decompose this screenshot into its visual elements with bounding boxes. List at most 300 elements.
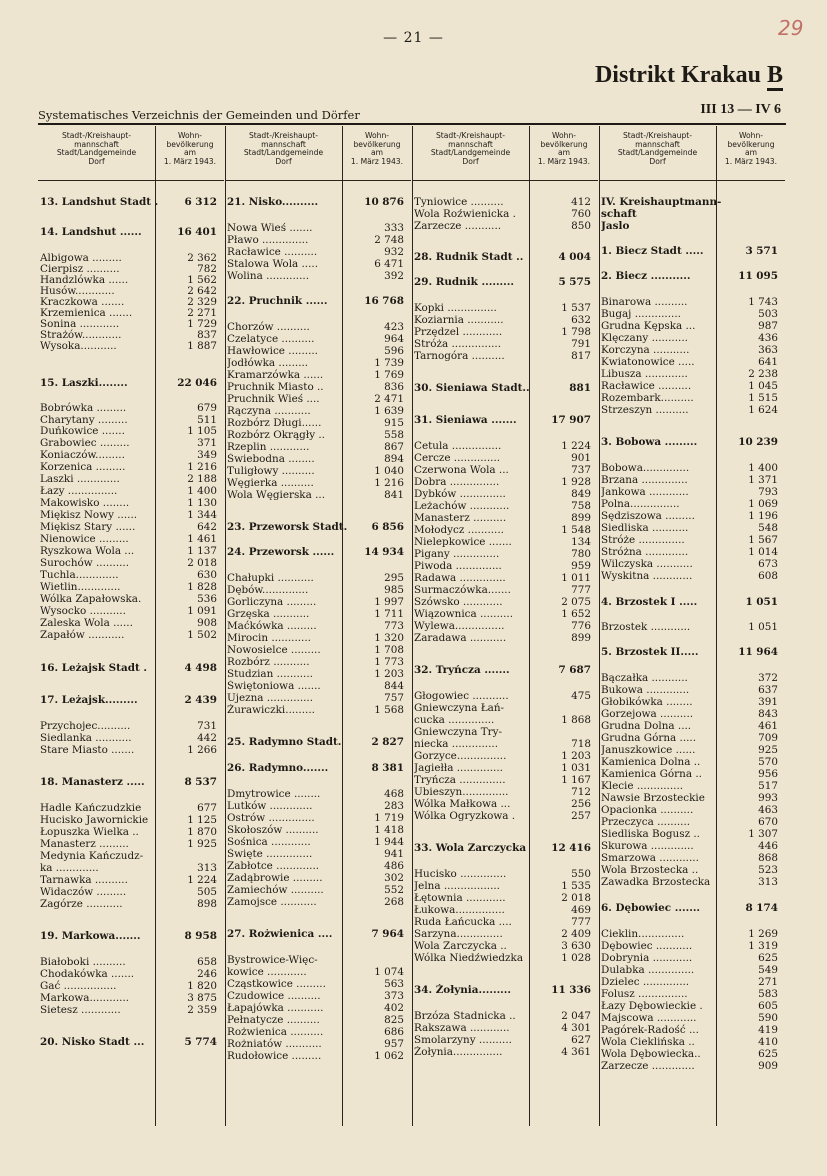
municipality-name: Dobrynia ............ <box>601 952 693 964</box>
district-heading-row <box>225 196 412 209</box>
municipality-name: 27. Rożwienica .... <box>227 928 333 940</box>
population-value: 2 075 <box>561 596 591 608</box>
population-value: 517 <box>758 780 778 792</box>
municipality-row <box>412 810 599 823</box>
population-value: 712 <box>571 786 591 798</box>
municipality-name: Tuchla............. <box>40 569 119 581</box>
handwritten-page-number: 29 <box>778 16 804 40</box>
municipality-name: Łapajówka ........... <box>227 1002 324 1014</box>
municipality-name: Brzostek ............ <box>601 621 691 633</box>
population-value: 898 <box>197 898 217 910</box>
municipality-name: Siedliska ........... <box>601 522 689 534</box>
municipality-name: Wola Zarczycka .. <box>414 940 507 952</box>
municipality-name: Sędziszowa ......... <box>601 510 695 522</box>
municipality-name: Zarzecze ........... <box>414 220 502 232</box>
municipality-name: Rakszawa ............ <box>414 1022 510 1034</box>
municipality-row <box>38 629 225 642</box>
municipality-name: Bukowa ............. <box>601 684 690 696</box>
municipality-name: Dębowiec ........... <box>601 940 693 952</box>
population-value: 4 498 <box>184 662 217 674</box>
municipality-name: Cierpisz .......... <box>40 263 120 275</box>
population-value: 1 371 <box>748 474 778 486</box>
municipality-name: 1. Biecz Stadt ..... <box>601 245 704 257</box>
population-value: 1 400 <box>748 462 778 474</box>
population-value: 642 <box>197 521 217 533</box>
population-value: 257 <box>571 810 591 822</box>
municipality-name: 13. Landshut Stadt . <box>40 196 159 208</box>
district-heading-row <box>599 902 786 915</box>
population-value: 1 040 <box>374 465 404 477</box>
population-value: 627 <box>571 1034 591 1046</box>
population-value: 2 359 <box>187 1004 217 1016</box>
population-value: 1 739 <box>374 357 404 369</box>
municipality-name: Skurowa ............. <box>601 840 694 852</box>
population-value: 1 130 <box>187 497 217 509</box>
population-value: 1 167 <box>561 774 591 786</box>
municipality-name: Hadle Kańczudzkie <box>40 802 142 814</box>
column-header-name: Stadt-/Kreishaupt- mannschaft Stadt/Landgemeinde Dorf <box>599 126 717 181</box>
municipality-name: Bobrówka ......... <box>40 402 127 414</box>
municipality-name: Skołoszów .......... <box>227 824 319 836</box>
population-value: 11 336 <box>551 984 591 996</box>
population-value: 10 876 <box>364 196 404 208</box>
municipality-name: Nienowice ......... <box>40 533 129 545</box>
population-value: 461 <box>758 720 778 732</box>
population-value: 2 827 <box>371 736 404 748</box>
population-value: 7 964 <box>371 928 404 940</box>
municipality-name: Brzana .............. <box>601 474 688 486</box>
population-value: 1 216 <box>187 461 217 473</box>
population-value: 2 047 <box>561 1010 591 1022</box>
population-value: 625 <box>758 1048 778 1060</box>
population-value: 817 <box>571 350 591 362</box>
population-value: 1 769 <box>374 369 404 381</box>
municipality-name: Miękisz Stary ...... <box>40 521 136 533</box>
population-value: 423 <box>384 321 404 333</box>
population-value: 268 <box>384 896 404 908</box>
district-heading-row <box>38 196 225 209</box>
population-value: 1 997 <box>374 596 404 608</box>
municipality-name: Głogowiec ........... <box>414 690 509 702</box>
document-subtitle: Systematisches Verzeichnis der Gemeinden und Dörfer <box>38 108 360 122</box>
municipality-name: Pruchnik Miasto .. <box>227 381 324 393</box>
municipality-name: Wylewa............... <box>414 620 505 632</box>
municipality-name: Hawłowice ......... <box>227 345 318 357</box>
municipality-name: Wyskitna ............ <box>601 570 693 582</box>
population-value: 402 <box>384 1002 404 1014</box>
municipality-name: Rączyna ........... <box>227 405 311 417</box>
municipality-name: Tryńcza .............. <box>414 774 506 786</box>
population-value: 271 <box>758 976 778 988</box>
municipality-name: Klecie .............. <box>601 780 684 792</box>
population-value: 392 <box>384 270 404 282</box>
municipality-row <box>225 270 412 283</box>
district-heading-row <box>38 776 225 789</box>
municipality-name: Laszki ............. <box>40 473 120 485</box>
municipality-name: Dybków .............. <box>414 488 506 500</box>
population-value: 2 748 <box>374 234 404 246</box>
population-value: 2 271 <box>187 307 217 319</box>
municipality-name: Klęczany ........... <box>601 332 688 344</box>
municipality-name: Koziarnia ........... <box>414 314 504 326</box>
population-value: 605 <box>758 1000 778 1012</box>
municipality-name: 29. Rudnik ......... <box>414 276 515 288</box>
municipality-row <box>599 404 786 417</box>
municipality-name: Polna............... <box>601 498 680 510</box>
population-value: 2 188 <box>187 473 217 485</box>
municipality-name: Czelatyce .......... <box>227 333 315 345</box>
gazetteer-table <box>38 126 786 1176</box>
column-header-name: Stadt-/Kreishaupt- mannschaft Stadt/Landgemeinde Dorf <box>38 126 156 181</box>
municipality-name: Korzenica ......... <box>40 461 126 473</box>
population-value: 1 045 <box>748 380 778 392</box>
municipality-name: kowice ............ <box>227 966 307 978</box>
municipality-name: Ujezna .............. <box>227 692 314 704</box>
municipality-name: Hucisko .............. <box>414 868 507 880</box>
municipality-name: Koniaczów......... <box>40 449 125 461</box>
municipality-name: IV. Kreishauptmann- <box>601 196 722 208</box>
population-value: 1 266 <box>187 744 217 756</box>
municipality-name: Kamienica Dolna .. <box>601 756 701 768</box>
population-value: 1 011 <box>561 572 591 584</box>
municipality-name: Gać ................ <box>40 980 117 992</box>
municipality-name: Dzielec .............. <box>601 976 690 988</box>
district-name: Distrikt Krakau <box>594 62 761 88</box>
population-value: 134 <box>571 536 591 548</box>
population-value: 558 <box>384 429 404 441</box>
population-value: 793 <box>758 486 778 498</box>
municipality-name: Jankowa ............ <box>601 486 689 498</box>
table-column-3 <box>412 126 600 1126</box>
table-column-1 <box>38 126 226 1126</box>
population-value: 1 216 <box>374 477 404 489</box>
population-value: 1 568 <box>374 704 404 716</box>
population-value: 791 <box>571 338 591 350</box>
population-value: 867 <box>384 441 404 453</box>
municipality-name: niecka .............. <box>414 738 499 750</box>
municipality-name: Grzęska ........... <box>227 608 310 620</box>
district-heading-row <box>412 984 599 997</box>
municipality-name: Gorzyce............... <box>414 750 507 762</box>
population-value: 881 <box>569 382 591 394</box>
municipality-row <box>412 350 599 363</box>
population-value: 868 <box>758 852 778 864</box>
municipality-name: Dulabka .............. <box>601 964 695 976</box>
municipality-name: Cieklin.............. <box>601 928 685 940</box>
municipality-name: Wola Dębowiecka.. <box>601 1048 701 1060</box>
municipality-name: Łazy Dębowieckie . <box>601 1000 703 1012</box>
municipality-name: 31. Sieniawa ....... <box>414 414 517 426</box>
population-value: 570 <box>758 756 778 768</box>
population-value: 1 711 <box>374 608 404 620</box>
municipality-name: Ostrów .............. <box>227 812 315 824</box>
population-value: 412 <box>571 196 591 208</box>
population-value: 993 <box>758 792 778 804</box>
district-heading-row <box>225 762 412 775</box>
municipality-name: Wietlin............. <box>40 581 121 593</box>
population-value: 1 743 <box>748 296 778 308</box>
municipality-name: Zapałów ........... <box>40 629 125 641</box>
population-value: 1 652 <box>561 608 591 620</box>
municipality-name: Nowosielce ......... <box>227 644 321 656</box>
municipality-name: Surmaczówka....... <box>414 584 511 596</box>
municipality-name: Brzóza Stadnicka .. <box>414 1010 516 1022</box>
population-value: 841 <box>384 489 404 501</box>
municipality-name: Rozbórz Długi...... <box>227 417 322 429</box>
municipality-row <box>599 1060 786 1073</box>
municipality-name: Stare Miasto ....... <box>40 744 135 756</box>
population-value: 4 361 <box>561 1046 591 1058</box>
municipality-name: Wysoka........... <box>40 340 117 352</box>
municipality-name: Wiązownica .......... <box>414 608 514 620</box>
population-value: 843 <box>758 708 778 720</box>
population-value: 333 <box>384 222 404 234</box>
municipality-name: Jaslo <box>601 220 630 232</box>
population-value: 8 381 <box>371 762 404 774</box>
municipality-name: 34. Żołynia......... <box>414 984 512 996</box>
population-value: 1 418 <box>374 824 404 836</box>
population-value: 1 925 <box>187 838 217 850</box>
top-rule <box>38 123 786 125</box>
population-value: 1 400 <box>187 485 217 497</box>
population-value: 2 439 <box>184 694 217 706</box>
municipality-name: 25. Radymno Stadt. <box>227 736 342 748</box>
population-value: 1 870 <box>187 826 217 838</box>
district-heading-row <box>412 414 599 427</box>
municipality-name: Tyniowice .......... <box>414 196 504 208</box>
population-value: 536 <box>197 593 217 605</box>
population-value: 1 928 <box>561 476 591 488</box>
municipality-name: Pigany .............. <box>414 548 500 560</box>
municipality-name: Wola Brzostecka .. <box>601 864 699 876</box>
district-heading-row <box>599 436 786 449</box>
column-header-population: Wohn- bevölkerung am 1. März 1943. <box>717 126 785 181</box>
municipality-name: Markowa............ <box>40 992 130 1004</box>
municipality-name: 2. Biecz ........... <box>601 270 691 282</box>
municipality-name: Przeczyca .......... <box>601 816 691 828</box>
section-code: III 13 — IV 6 <box>700 102 781 117</box>
population-value: 17 907 <box>551 414 591 426</box>
municipality-name: Grabowiec ......... <box>40 437 130 449</box>
municipality-name: Bączałka ........... <box>601 672 688 684</box>
population-value: 1 944 <box>374 836 404 848</box>
municipality-name: ka ............. <box>40 862 99 874</box>
municipality-name: Krzemienica ....... <box>40 307 133 319</box>
population-value: 313 <box>758 876 778 888</box>
municipality-name: Wola Cieklińska .. <box>601 1036 695 1048</box>
municipality-name: Husów............ <box>40 285 115 297</box>
municipality-name: Lutków ............. <box>227 800 313 812</box>
population-value: 1 307 <box>748 828 778 840</box>
municipality-name: Gorliczyna ......... <box>227 596 317 608</box>
district-heading-row <box>412 251 599 264</box>
municipality-name: Zaleska Wola ...... <box>40 617 133 629</box>
municipality-name: Bobowa.............. <box>601 462 690 474</box>
municipality-name: Bystrowice-Więc- <box>227 954 318 966</box>
municipality-row <box>225 896 412 909</box>
population-value: 632 <box>571 314 591 326</box>
population-value: 256 <box>571 798 591 810</box>
municipality-name: Racławice .......... <box>601 380 692 392</box>
municipality-name: Kwiatonowice ..... <box>601 356 695 368</box>
municipality-name: Handzlówka ...... <box>40 274 129 286</box>
municipality-name: Miękisz Nowy ...... <box>40 509 138 521</box>
municipality-name: Przychojec.......... <box>40 720 131 732</box>
population-value: 590 <box>758 1012 778 1024</box>
municipality-name: Folusz ............... <box>601 988 688 1000</box>
district-heading-row <box>599 646 786 659</box>
municipality-name: 28. Rudnik Stadt .. <box>414 251 524 263</box>
population-value: 1 502 <box>187 629 217 641</box>
municipality-name: Stróża ............... <box>414 338 502 350</box>
population-value: 11 095 <box>738 270 778 282</box>
population-value: 773 <box>384 620 404 632</box>
municipality-name: Rożniatów ........... <box>227 1038 322 1050</box>
population-value: 371 <box>197 437 217 449</box>
municipality-name: Opacionka .......... <box>601 804 694 816</box>
population-value: 1 125 <box>187 814 217 826</box>
population-value: 901 <box>571 452 591 464</box>
table-column-4 <box>599 126 786 1126</box>
district-heading-row <box>38 930 225 943</box>
population-value: 1 708 <box>374 644 404 656</box>
population-value: 608 <box>758 570 778 582</box>
municipality-name: Świętoniowa ....... <box>227 680 321 692</box>
population-value: 780 <box>571 548 591 560</box>
population-value: 637 <box>758 684 778 696</box>
municipality-name: Szówsko ............ <box>414 596 503 608</box>
municipality-name: Zabłotce ............. <box>227 860 320 872</box>
population-value: 349 <box>197 449 217 461</box>
population-value: 313 <box>197 862 217 874</box>
municipality-name: Surochów .......... <box>40 557 130 569</box>
population-value: 372 <box>758 672 778 684</box>
population-value: 1 203 <box>561 750 591 762</box>
population-value: 1 074 <box>374 966 404 978</box>
population-value: 6 471 <box>374 258 404 270</box>
district-heading-row <box>412 382 599 395</box>
municipality-name: Smolarzyny .......... <box>414 1034 512 1046</box>
population-value: 8 174 <box>745 902 778 914</box>
population-value: 410 <box>758 1036 778 1048</box>
municipality-name: Nawsie Brzosteckie <box>601 792 705 804</box>
municipality-name: Łętownia ............ <box>414 892 506 904</box>
municipality-name: Grudna Górna ..... <box>601 732 697 744</box>
municipality-name: 5. Brzostek II..... <box>601 646 699 658</box>
municipality-name: Sonina ............ <box>40 318 120 330</box>
population-value: 1 868 <box>561 714 591 726</box>
district-heading-row <box>225 928 412 941</box>
population-value: 957 <box>384 1038 404 1050</box>
population-value: 14 934 <box>364 546 404 558</box>
municipality-name: Bugaj .............. <box>601 308 681 320</box>
population-value: 486 <box>384 860 404 872</box>
population-value: 1 224 <box>187 874 217 886</box>
municipality-name: Pełnatycze .......... <box>227 1014 320 1026</box>
municipality-name: Leżachów ............ <box>414 500 510 512</box>
population-value: 1 224 <box>561 440 591 452</box>
municipality-name: Białoboki .......... <box>40 956 126 968</box>
population-value: 3 571 <box>745 245 778 257</box>
district-heading-row <box>412 276 599 289</box>
municipality-name: Jelna ................. <box>414 880 500 892</box>
municipality-name: Binarowa .......... <box>601 296 688 308</box>
municipality-name: Rożwienica .......... <box>227 1026 324 1038</box>
population-value: 959 <box>571 560 591 572</box>
municipality-name: Ruda Łańcucka .... <box>414 916 512 928</box>
municipality-row <box>38 1004 225 1017</box>
municipality-name: Radawa .............. <box>414 572 506 584</box>
district-heading-row <box>225 546 412 559</box>
population-value: 1 069 <box>748 498 778 510</box>
population-value: 3 875 <box>187 992 217 1004</box>
population-value: 295 <box>384 572 404 584</box>
population-value: 1 137 <box>187 545 217 557</box>
population-value: 503 <box>758 308 778 320</box>
municipality-name: Rzeplin ............ <box>227 441 310 453</box>
population-value: 1 105 <box>187 425 217 437</box>
municipality-name: Łazy ............... <box>40 485 118 497</box>
municipality-name: Wólka Zapałowska. <box>40 593 142 605</box>
population-value: 782 <box>197 263 217 275</box>
population-value: 679 <box>197 402 217 414</box>
municipality-name: Rozembark.......... <box>601 392 694 404</box>
population-value: 1 062 <box>374 1050 404 1062</box>
municipality-row <box>38 898 225 911</box>
municipality-name: Łopuszka Wielka .. <box>40 826 139 838</box>
population-value: 468 <box>384 788 404 800</box>
population-value: 677 <box>197 802 217 814</box>
municipality-row <box>225 1050 412 1063</box>
column-header-name: Stadt-/Kreishaupt- mannschaft Stadt/Landgemeinde Dorf <box>225 126 343 181</box>
municipality-row <box>599 876 786 889</box>
population-value: 8 958 <box>184 930 217 942</box>
population-value: 894 <box>384 453 404 465</box>
population-value: 1 319 <box>748 940 778 952</box>
population-value: 932 <box>384 246 404 258</box>
population-value: 511 <box>197 414 217 426</box>
population-value: 1 624 <box>748 404 778 416</box>
population-value: 1 320 <box>374 632 404 644</box>
municipality-name: Wola Węgierska ... <box>227 489 326 501</box>
municipality-row <box>412 952 599 965</box>
population-value: 1 028 <box>561 952 591 964</box>
municipality-name: Czudowice .......... <box>227 990 321 1002</box>
municipality-name: Studzian ........... <box>227 668 313 680</box>
district-heading-row <box>599 220 786 233</box>
population-value: 363 <box>758 344 778 356</box>
population-value: 909 <box>758 1060 778 1072</box>
municipality-name: 4. Brzostek I ..... <box>601 596 698 608</box>
population-value: 737 <box>571 464 591 476</box>
population-value: 956 <box>758 768 778 780</box>
population-value: 5 774 <box>184 1036 217 1048</box>
population-value: 6 856 <box>371 521 404 533</box>
population-value: 283 <box>384 800 404 812</box>
municipality-name: 26. Radymno....... <box>227 762 329 774</box>
municipality-row <box>412 220 599 233</box>
population-value: 2 018 <box>561 892 591 904</box>
municipality-name: Rozbórz ........... <box>227 656 310 668</box>
population-value: 475 <box>571 690 591 702</box>
population-value: 844 <box>384 680 404 692</box>
page-number: — 21 — <box>383 30 444 46</box>
municipality-name: 19. Markowa....... <box>40 930 141 942</box>
municipality-name: 14. Landshut ...... <box>40 226 142 238</box>
district-heading-row <box>38 226 225 239</box>
municipality-name: Chodakówka ....... <box>40 968 135 980</box>
population-value: 709 <box>758 732 778 744</box>
